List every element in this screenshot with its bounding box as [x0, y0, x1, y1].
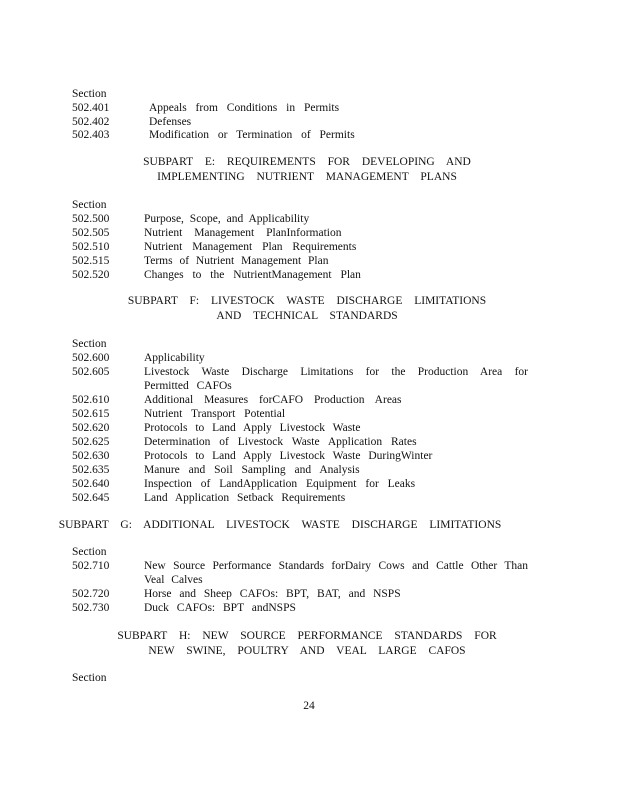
toc-entry — [72, 435, 542, 449]
section-number: 502.730 — [72, 602, 110, 614]
section-number: 502.630 — [72, 450, 110, 462]
section-number: 502.403 — [72, 129, 110, 141]
section-title: Appeals from Conditions in Permits — [149, 102, 340, 114]
toc-entry — [72, 254, 542, 268]
section-number: 502.710 — [72, 560, 110, 572]
section-title: Determination of Livestock Waste Application Rates — [144, 436, 417, 448]
section-number: 502.620 — [72, 422, 110, 434]
toc-entry — [72, 268, 542, 282]
toc-entry — [72, 407, 542, 421]
page-number: 24 — [303, 700, 315, 712]
toc-entry — [72, 128, 542, 142]
section-title: Land Application Setback Requirements — [144, 492, 346, 504]
section-title: Nutrient Management Plan Requirements — [144, 241, 357, 253]
toc-entry — [72, 449, 542, 463]
section-number: 502.720 — [72, 588, 110, 600]
section-title: Defenses — [149, 116, 192, 128]
section-title: Nutrient Transport Potential — [144, 408, 286, 420]
section-label: Section — [72, 88, 107, 100]
section-title: Additional Measures forCAFO Production Areas — [144, 394, 402, 406]
section-label: Section — [72, 338, 107, 350]
section-title: Changes to the NutrientManagement Plan — [144, 269, 361, 281]
section-number: 502.600 — [72, 352, 110, 364]
section-number: 502.402 — [72, 116, 110, 128]
section-title: Horse and Sheep CAFOs: BPT, BAT, and NSPS — [144, 588, 401, 600]
toc-entry — [72, 351, 542, 365]
section-title: Modification or Termination of Permits — [149, 129, 355, 141]
subpart-heading: SUBPART G: ADDITIONAL LIVESTOCK WASTE DISCHARGE LIMITATIONS — [58, 519, 502, 531]
section-number: 502.500 — [72, 213, 110, 225]
section-number: 502.610 — [72, 394, 110, 406]
section-label: Section — [72, 672, 107, 684]
toc-entry — [72, 393, 542, 407]
toc-entry — [72, 115, 542, 129]
section-number: 502.645 — [72, 492, 110, 504]
section-title: Manure and Soil Sampling and Analysis — [144, 464, 360, 476]
section-title: Purpose, Scope, and Applicability — [144, 213, 310, 225]
toc-entry — [72, 587, 542, 601]
toc-entry — [72, 101, 542, 115]
section-title: Livestock Waste Discharge Limitations for the Production Area for Permitted CAFOs — [144, 366, 528, 392]
section-number: 502.515 — [72, 255, 110, 267]
subpart-heading: SUBPART H: NEW SOURCE PERFORMANCE STANDARDS FOR NEW SWINE, POULTRY AND VEAL LARGE CAFOS — [117, 630, 497, 657]
section-number: 502.615 — [72, 408, 110, 420]
section-label: Section — [72, 199, 107, 211]
section-number: 502.625 — [72, 436, 110, 448]
toc-entry — [72, 559, 542, 587]
section-label: Section — [72, 546, 107, 558]
toc-entry — [72, 226, 542, 240]
toc-entry — [72, 601, 542, 615]
section-title: Applicability — [144, 352, 205, 364]
subpart-heading: SUBPART E: REQUIREMENTS FOR DEVELOPING AND IMPLEMENTING NUTRIENT MANAGEMENT PLANS — [143, 156, 471, 183]
section-title: New Source Performance Standards forDairy Cows and Cattle Other Than Veal Calves — [144, 560, 528, 586]
toc-entry — [72, 421, 542, 435]
section-title: Inspection of LandApplication Equipment for Leaks — [144, 478, 416, 490]
section-number: 502.640 — [72, 478, 110, 490]
section-title: Protocols to Land Apply Livestock Waste DuringWinter — [144, 450, 433, 462]
section-title: Duck CAFOs: BPT andNSPS — [144, 602, 296, 614]
section-title: Terms of Nutrient Management Plan — [144, 255, 329, 267]
toc-entry — [72, 463, 542, 477]
section-number: 502.510 — [72, 241, 110, 253]
section-number: 502.520 — [72, 269, 110, 281]
section-number: 502.401 — [72, 102, 110, 114]
subpart-heading: SUBPART F: LIVESTOCK WASTE DISCHARGE LIMITATIONS AND TECHNICAL STANDARDS — [127, 295, 487, 322]
toc-entry — [72, 491, 542, 505]
section-number: 502.635 — [72, 464, 110, 476]
toc-entry — [72, 212, 542, 226]
toc-entry — [72, 240, 542, 254]
section-number: 502.605 — [72, 366, 110, 378]
toc-entry — [72, 477, 542, 491]
section-number: 502.505 — [72, 227, 110, 239]
toc-entry — [72, 365, 542, 393]
section-title: Nutrient Management PlanInformation — [144, 227, 342, 239]
section-title: Protocols to Land Apply Livestock Waste — [144, 422, 361, 434]
